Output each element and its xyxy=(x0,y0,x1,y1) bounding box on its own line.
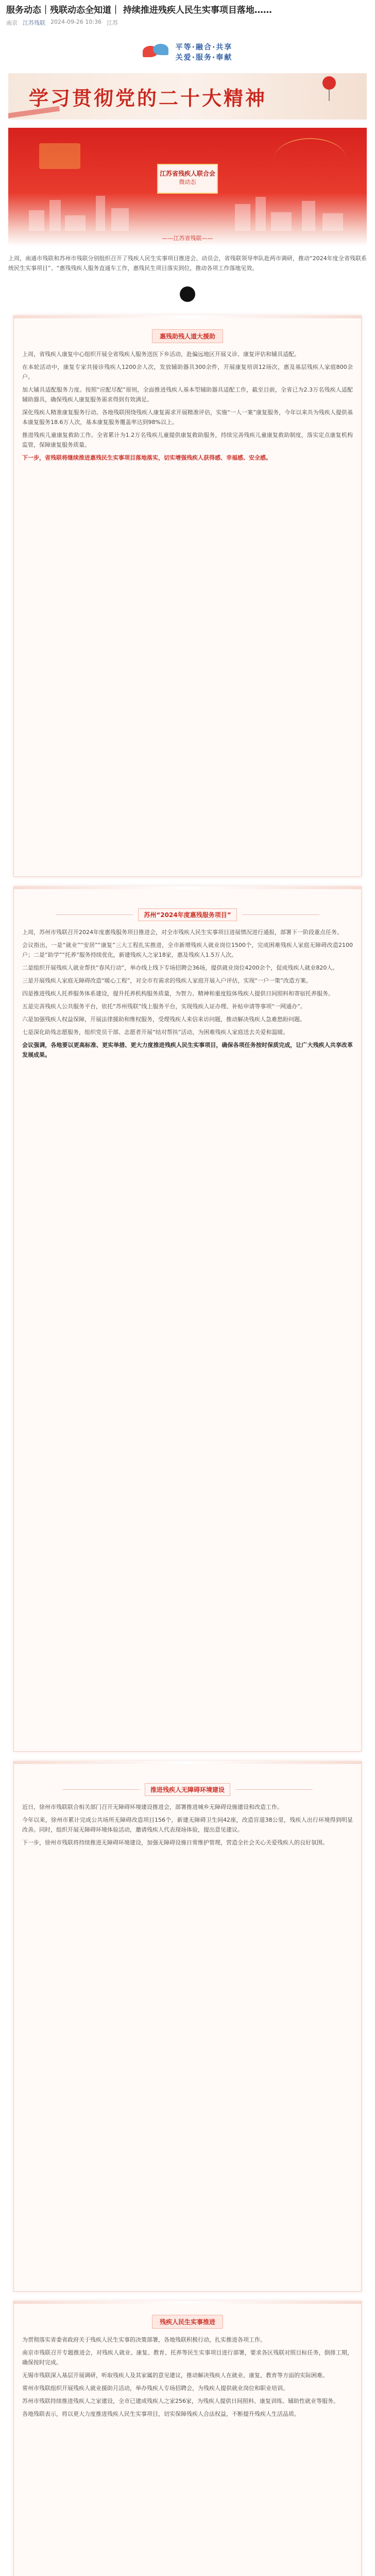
theme-banner xyxy=(8,73,367,120)
section3-para: 下一步，徐州市残联将持续推进无障碍环境建设，加强无障碍设施日常维护管理，营造全社会关心关爱残疾人的良好氛围。 xyxy=(22,1839,328,1846)
article-region: 江苏 xyxy=(107,20,118,26)
section2-summary: 会议强调，各地要以更高标准、更实举措、更大力度推进残疾人民生实事项目，确保各项任务按时保质完成，让广大残疾人共享改革发展成果。 xyxy=(22,1042,353,1058)
section2-para: 上周，苏州市残联召开2024年度惠残服务项目推进会，对全市残疾人民生实事项目进展情况进行通报，部署下一阶段重点任务。 xyxy=(22,929,343,936)
speech-bubbles-icon xyxy=(143,43,171,62)
section2-para: 二是组织开展残疾人就业帮扶“春风行动”，举办线上线下专场招聘会36场，提供就业岗位4200余个，促成残疾人就业820人。 xyxy=(22,964,338,971)
section1-para: 在本轮活动中，康复专家共接诊残疾人1200余人次，发放辅助器具300余件，开展康复培训12场次，惠及基层残疾人家庭800余户。 xyxy=(22,364,353,380)
hero-image xyxy=(8,128,367,246)
section4-para: 为贯彻落实省委省政府关于残疾人民生实事的决策部署，各地残联积极行动，扎实推进各项工作。 xyxy=(22,2336,266,2343)
flag-decoration xyxy=(39,143,80,169)
section-card-2 xyxy=(13,886,362,1752)
article-author-link[interactable]: 江苏残联 xyxy=(23,20,45,26)
article-source: 南京 xyxy=(6,20,18,26)
black-dot-icon xyxy=(180,286,195,302)
banner-title: 学习贯彻党的二十大精神 xyxy=(29,87,267,110)
section-card-1 xyxy=(13,315,362,877)
section-header-4: 残疾人民生实事推进 xyxy=(14,2315,361,2329)
section1-highlight: 下一步，省残联将继续推进惠残民生实事项目落地落实，切实增强残疾人获得感、幸福感、安全感。 xyxy=(22,454,271,461)
section2-para: 三是开展残疾人家庭无障碍改造“暖心工程”，对全市有需求的残疾人家庭开展入户评估，实现“一户一策”改造方案。 xyxy=(22,977,312,984)
pin-icon xyxy=(322,76,336,90)
section-card-4 xyxy=(13,2301,362,2576)
article-title: 服务动态｜残联动态全知道｜ 持续推进残疾人民生实事项目落地…… xyxy=(6,5,272,15)
slogan-text xyxy=(176,42,233,63)
section4-para: 苏州市残联持续推进残疾人之家建设，全市已建成残疾人之家256家，为残疾人提供日间照料、康复训练、辅助性就业等服务。 xyxy=(22,2398,339,2404)
section2-para: 会议指出，一是“就业”“安居”“康复”三大工程扎实推进，全市新增残疾人就业岗位1500个，完成困难残疾人家庭无障碍改造2100户；二是“助学”“托养”服务持续优化，新建残疾人之家18家，惠及残疾人1.5万人次。 xyxy=(22,942,353,958)
section4-para: 常州市残联组织开展残疾人就业援助月活动，举办残疾人专场招聘会，为残疾人提供就业岗位和职业培训。 xyxy=(22,2385,288,2392)
divider xyxy=(0,282,375,306)
slogan-bar xyxy=(121,37,254,68)
section4-para: 南京市残联召开专题推进会，对残疾人就业、康复、教育、托养等民生实事项目进行部署，要求各区残联对照目标任务，倒排工期，确保按时完成。 xyxy=(22,2349,353,2366)
slogan-line1: 平等·融合·共享 xyxy=(175,43,233,52)
article-meta xyxy=(0,19,375,32)
slogan-line2: 关爱·服务·奉献 xyxy=(175,54,233,62)
article-date: 2024-09-26 10:36 xyxy=(50,19,102,25)
section1-para: 加大辅具适配服务力度。按照“应配尽配”原则，全面推进残疾人基本型辅助器具适配工作，截至目前，全省已为2.3万名残疾人适配辅助器具，确保残疾人康复服务需求得到有效满足。 xyxy=(22,386,353,403)
section-header-2: 苏州“2024年度惠残服务项目” xyxy=(14,908,361,921)
intro-paragraph: 上周，南通市残联和苏州市残联分别组织召开了残疾人民生实事项目推进会、动员会，省残联领导率队赴两市调研，推动“2024年度全省残联系统民生实事项目”、“惠残残疾人服务直通车工作，惠残民生项目落实到位，推动各项工作落地见效。 xyxy=(8,255,367,272)
section-header-1: 惠残助残人道大援助 xyxy=(14,329,361,343)
section2-para: 四是推进残疾人托养服务体系建设，提升托养机构服务质量，为智力、精神和重度肢体残疾人提供日间照料和寄宿托养服务。 xyxy=(22,990,334,997)
section-card-3 xyxy=(13,1761,362,2292)
city-skyline xyxy=(8,195,367,231)
section-header-3: 推进残疾人无障碍环境建设 xyxy=(14,1783,361,1796)
section1-para: 上周，省残疾人康复中心组织开展全省残疾人服务送医下乡活动，赴偏远地区开展义诊、康复评估和辅具适配。 xyxy=(22,351,300,358)
section2-para: 五是完善残疾人公共服务平台，依托“苏州残联”线上服务平台，实现残疾人证办理、补贴申请等事项“一网通办”。 xyxy=(22,1003,306,1010)
section3-para: 近日，徐州市残联联合相关部门召开无障碍环境建设推进会，部署推进城乡无障碍设施建设和改造工作。 xyxy=(22,1804,283,1810)
section3-para: 今年以来，徐州市累计完成公共场所无障碍改造项目156个，新建无障碍卫生间42座，改造盲道38公里，残疾人出行环境得到明显改善。同时，组织开展无障碍环境体验活动，邀请残疾人代表现场体验，提出意见建议。 xyxy=(22,1817,353,1833)
section1-para: 深化残疾人精准康复服务行动。各地残联围绕残疾人康复需求开展精准评估，实施“一人一案”康复服务，今年以来共为残疾人提供基本康复服务18.6万人次，基本康复服务覆盖率达到98%以上。 xyxy=(22,409,353,426)
curve-decoration xyxy=(274,138,346,179)
hero-card-subtitle: 微动态 xyxy=(179,179,196,185)
section4-para: 各地残联表示，将以更大力度推进残疾人民生实事项目，切实保障残疾人合法权益，不断提升残疾人生活品质。 xyxy=(22,2411,300,2417)
section4-para: 无锡市残联深入基层开展调研，听取残疾人及其家属的意见建议，推动解决残疾人在就业、康复、教育等方面的实际困难。 xyxy=(22,2372,328,2379)
section2-para: 六是加强残疾人权益保障，开展法律援助和维权服务，受理残疾人来信来访问题，推动解决残疾人急难愁盼问题。 xyxy=(22,1016,305,1023)
hero-caption: ——江苏省残联—— xyxy=(162,235,213,242)
hero-card xyxy=(157,164,218,194)
section2-para: 七是深化助残志愿服务，组织党员干部、志愿者开展“结对帮扶”活动，为困难残疾人家庭送去关爱和温暖。 xyxy=(22,1029,289,1036)
hero-card-title: 江苏省残疾人联合会 xyxy=(159,170,215,177)
section1-para: 推进残疾儿童康复救助工作。全省累计为1.2万名残疾儿童提供康复救助服务，持续完善残疾儿童康复救助制度，落实定点康复机构监管，保障康复服务质量。 xyxy=(22,432,353,448)
